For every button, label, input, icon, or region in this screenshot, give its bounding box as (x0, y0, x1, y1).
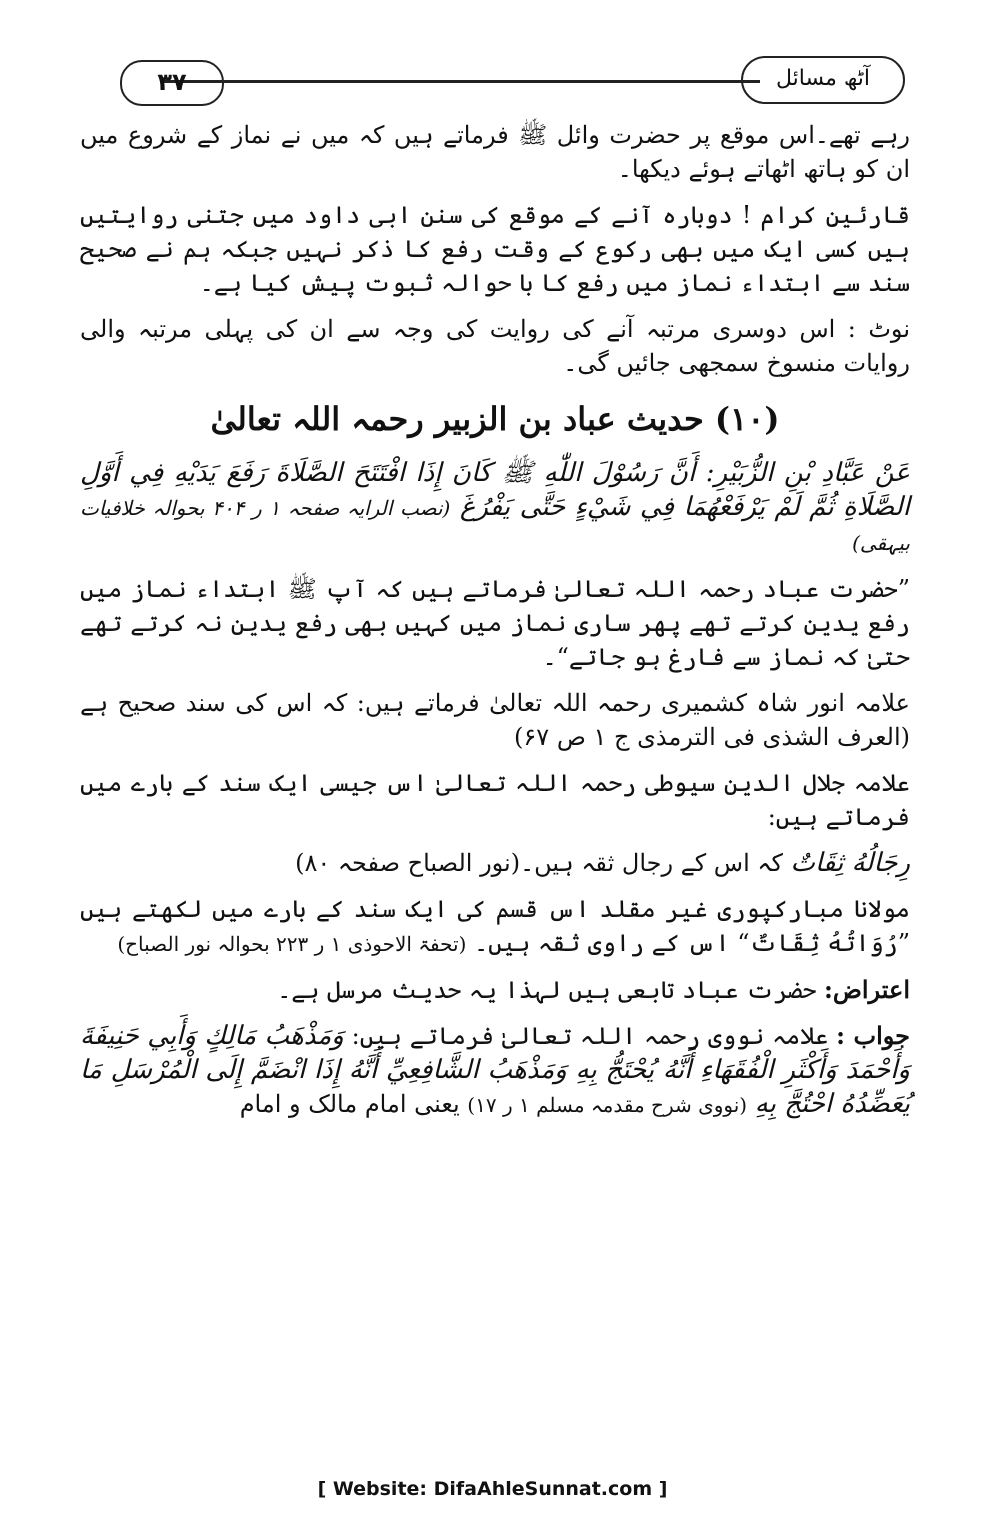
suyuti-paragraph: علامہ جلال الدین سیوطی رحمہ اللہ تعالیٰ اس جیسی ایک سند کے بارے میں فرماتے ہیں: (80, 769, 910, 831)
note-paragraph: نوٹ : اس دوسری مرتبہ آنے کی روایت کی وجہ سے ان کی پہلی مرتبہ والی روایات منسوخ سمجھی جائیں گی۔ (80, 315, 910, 377)
page-number: ۳۷ (120, 60, 224, 106)
rijal-arabic: رِجَالُهُ ثِقَاتٌ (790, 848, 910, 878)
mubarakpuri-reference: (تحفۃ الاحوذی ۱ ر ۲۲۳ بحوالہ نور الصباح) (117, 932, 467, 956)
page-body (80, 118, 910, 1134)
answer-reference: (نووی شرح مقدمہ مسلم ۱ ر ۱۷) (467, 1093, 748, 1117)
objection-text: حضرت عباد تابعی ہیں لہذا یہ حدیث مرسل ہے۔ (277, 976, 817, 1004)
answer-intro: علامہ نووی رحمہ اللہ تعالیٰ فرماتے ہیں: (351, 1022, 829, 1050)
translation-paragraph: ”حضرت عباد رحمہ اللہ تعالیٰ فرماتے ہیں کہ آپ ﷺ ابتداء نماز میں رفع یدین کرتے تھے پھر ساری نماز میں کہیں بھی رفع یدین نہ کرتے تھے حتیٰ کہ نماز سے فارغ ہو جاتے“۔ (80, 575, 910, 671)
paragraph-2: قارئینِ کرام ! دوبارہ آنے کے موقع کی سنن ابی داود میں جتنی روایتیں ہیں کسی ایک میں بھی رکوع کے وقت رفع کا ذکر نہیں جبکہ ہم نے صحیح سند سے ابتداء نماز میں رفع کا با حوالہ ثبوت پیش کیا ہے۔ (80, 201, 910, 297)
answer-label: جواب : (836, 1021, 910, 1050)
paragraph-1: رہے تھے۔اس موقع پر حضرت وائل ﷺ فرماتے ہیں کہ میں نے نماز کے شروع میں ان کو ہاتھ اٹھاتے ہوئے دیکھا۔ (80, 121, 910, 183)
mubarakpuri-paragraph (80, 892, 910, 961)
objection-label: اعتراض: (823, 975, 910, 1004)
website-footer: [ Website: DifaAhleSunnat.com ] (317, 1478, 668, 1500)
hadith-reference: (نصب الرایہ صفحہ ۱ ر ۴۰۴ بحوالہ خلافیات بیہقی) (80, 496, 910, 555)
header-rule (160, 80, 760, 83)
section-heading: (۱۰) حدیث عباد بن الزبیر رحمہ اللہ تعالیٰ (210, 400, 780, 438)
page-header (60, 52, 925, 102)
answer-arabic: وَمَذْهَبُ مَالِكٍ وَأَبِي حَنِيفَةَ وَأَحْمَدَ وَأَكْثَرِ الْفُقَهَاءِ أَنَّهُ يُحْتَجُّ بِهِ وَمَذْهَبُ الشَّافِعِيِّ أَنَّهُ إِذَا انْضَمَّ إِلَى الْمُرْسَلِ مَا يُعَضِّدُهُ احْتُجَّ بِهِ (80, 1021, 910, 1119)
answer-tail: یعنی امام مالک و امام (239, 1090, 460, 1118)
running-title: آٹھ مسائل (741, 56, 905, 104)
arabic-hadith (80, 456, 910, 560)
answer-paragraph (80, 1019, 910, 1122)
arabic-hadith-text: عَنْ عَبَّادِ بْنِ الزُّبَيْرِ: أَنَّ رَسُوْلَ اللّٰهِ ﷺ كَانَ إِذَا افْتَتَحَ الصَّلَاةَ رَفَعَ يَدَيْهِ فِي أَوَّلِ الصَّلَاةِ ثُمَّ لَمْ يَرْفَعْهُمَا فِي شَيْءٍ حَتَّى يَفْرُغَ (80, 458, 911, 522)
rijal-text: کہ اس کے رجال ثقہ ہیں۔(نور الصباح صفحہ ۸۰) (295, 849, 783, 877)
objection-paragraph (80, 973, 910, 1007)
kashmiri-paragraph: علامہ انور شاہ کشمیری رحمہ اللہ تعالیٰ فرماتے ہیں: کہ اس کی سند صحیح ہے (العرف الشذی فی الترمذی ج ۱ ص ۶۷) (80, 689, 910, 751)
rijal-paragraph (80, 846, 910, 880)
mubarakpuri-text: مولانا مبارکپوری غیر مقلد اس قسم کی ایک سند کے بارے میں لکھتے ہیں ”رُوَاتُهُ ثِقَاتٌ“ اس کے راوی ثقہ ہیں۔ (80, 895, 910, 957)
